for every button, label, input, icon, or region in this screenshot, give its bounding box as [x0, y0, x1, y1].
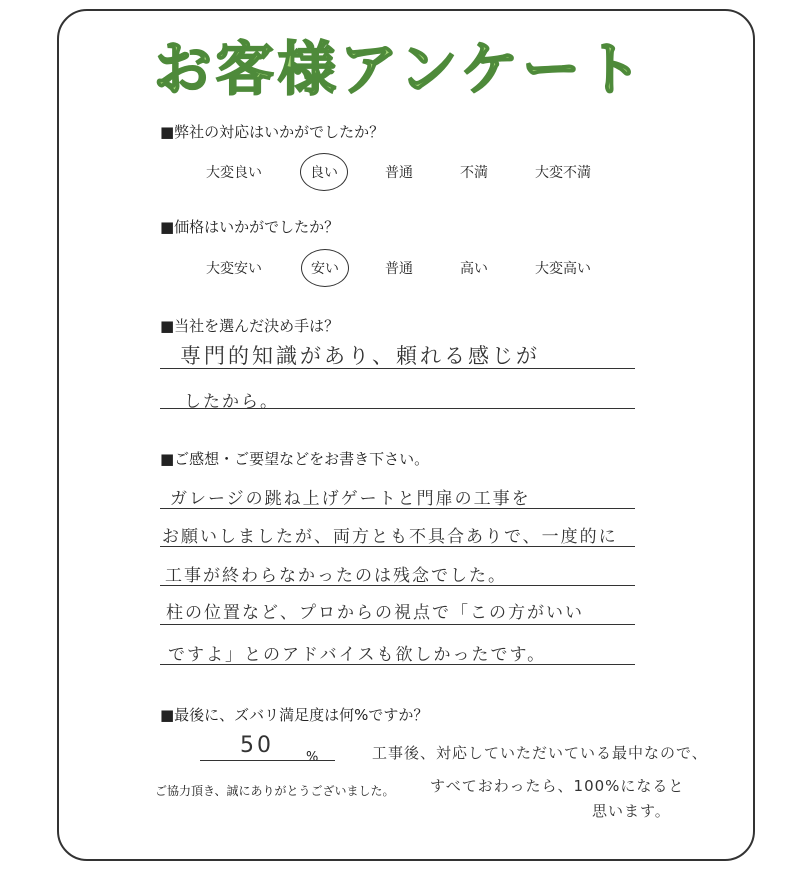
- options-service: [0, 162, 800, 192]
- answer-line: [160, 664, 635, 665]
- survey-title: お客様アンケート: [153, 35, 647, 103]
- question-price: ■価格はいかがでしたか？: [160, 218, 340, 236]
- satisfaction-comment-line-2: すべておわったら、100%になると: [430, 777, 685, 795]
- question-service: ■弊社の対応はいかがでしたか？: [160, 123, 385, 141]
- question-comments: ■ご感想・ご要望などをお書き下さい。: [160, 450, 430, 468]
- question-reason: ■当社を選んだ決め手は？: [160, 317, 340, 335]
- option-price-1[interactable]: 大変安い: [206, 261, 262, 277]
- option-service-3[interactable]: 普通: [385, 165, 413, 181]
- option-price-2-selected[interactable]: 安い: [311, 258, 339, 278]
- answer-line: [160, 368, 635, 369]
- satisfaction-value: 50: [240, 733, 274, 758]
- satisfaction-comment-line-1: 工事後、対応していただいている最中なので、: [372, 744, 708, 762]
- option-service-1[interactable]: 大変良い: [206, 165, 262, 181]
- answer-comments-line-1: ガレージの跳ね上げゲートと門扉の工事を: [170, 489, 531, 509]
- option-service-5[interactable]: 大変不満: [535, 165, 591, 181]
- answer-line: [160, 508, 635, 509]
- satisfaction-line: [200, 760, 335, 761]
- answer-line: [160, 624, 635, 625]
- option-service-4[interactable]: 不満: [460, 165, 488, 181]
- satisfaction-unit: %: [306, 750, 319, 765]
- option-price-4[interactable]: 高い: [460, 261, 488, 277]
- question-satisfaction: ■最後に、ズバリ満足度は何%ですか？: [160, 706, 429, 724]
- thank-you-footer: ご協力頂き、誠にありがとうございました。: [155, 784, 395, 798]
- answer-line: [160, 546, 635, 547]
- answer-line: [160, 585, 635, 586]
- option-price-5[interactable]: 大変高い: [535, 261, 591, 277]
- answer-comments-line-4: 柱の位置など、プロからの視点で「この方がいい: [166, 603, 584, 623]
- answer-comments-line-5: ですよ」とのアドバイスも欲しかったです。: [168, 645, 547, 665]
- options-price: [0, 258, 800, 288]
- answer-reason-line-1: 専門的知識があり、頼れる感じが: [180, 344, 540, 368]
- option-service-2-selected[interactable]: 良い: [310, 162, 338, 182]
- answer-comments-line-3: 工事が終わらなかったのは残念でした。: [165, 566, 507, 586]
- answer-line: [160, 408, 635, 409]
- satisfaction-comment-line-3: 思います。: [592, 802, 671, 820]
- option-price-3[interactable]: 普通: [385, 261, 413, 277]
- answer-reason-line-2: したから。: [184, 392, 279, 412]
- answer-comments-line-2: お願いしましたが、両方とも不具合ありで、一度的に: [162, 527, 618, 547]
